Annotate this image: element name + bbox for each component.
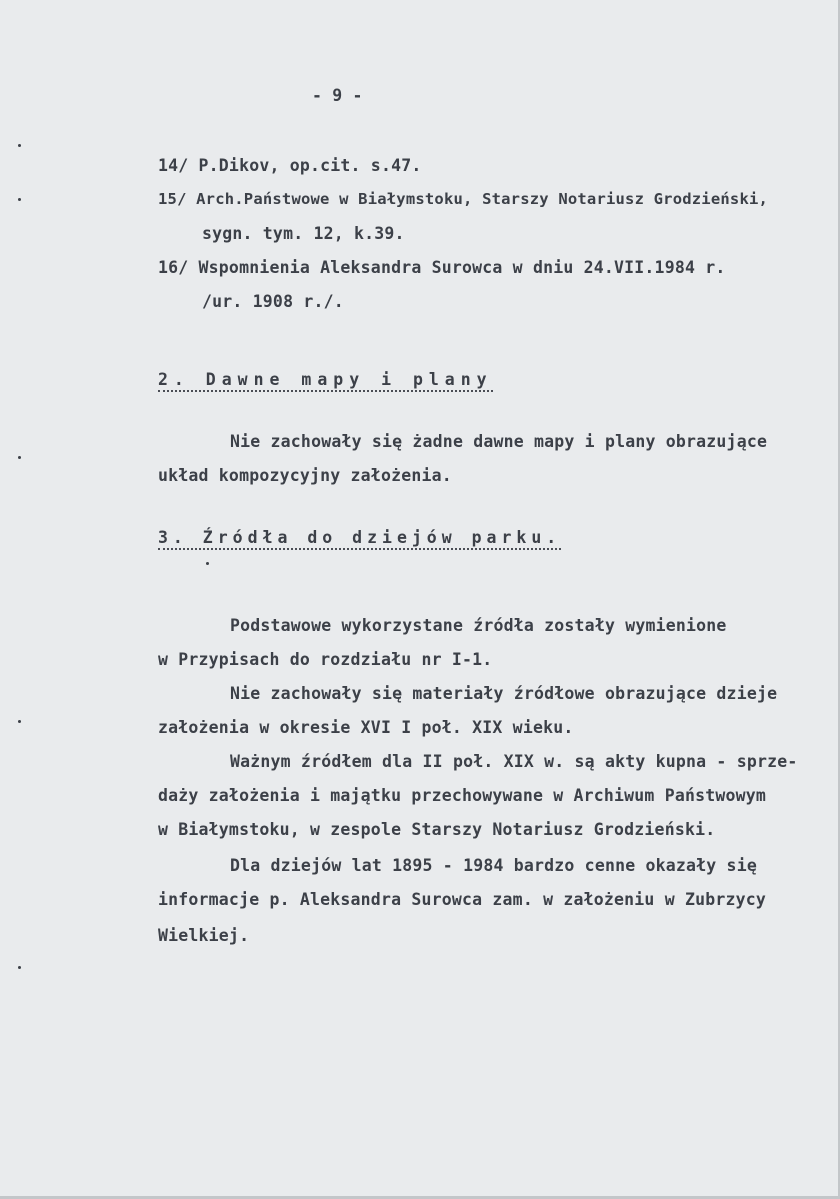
footnote-16: 16/ Wspomnienia Aleksandra Surowca w dniu 24.VII.1984 r.	[158, 258, 726, 277]
margin-mark	[18, 198, 21, 201]
margin-mark	[18, 720, 21, 723]
section-3-para-4-line-3: Wielkiej.	[158, 926, 250, 945]
section-3-heading: 3. Źródła do dziejów parku.	[158, 528, 561, 550]
section-3-para-4-line-1: Dla dziejów lat 1895 - 1984 bardzo cenne okazały się	[230, 856, 757, 875]
section-3-para-1-line-2: w Przypisach do rozdziału nr I-1.	[158, 650, 493, 669]
footnote-14: 14/ P.Dikov, op.cit. s.47.	[158, 156, 422, 175]
footnote-15: 15/ Arch.Państwowe w Białymstoku, Starszy Notariusz Grodzieński,	[158, 190, 769, 208]
section-3-para-2-line-1: Nie zachowały się materiały źródłowe obrazujące dzieje	[230, 684, 778, 703]
section-3-para-4-line-2: informacje p. Aleksandra Surowca zam. w założeniu w Zubrzycy	[158, 890, 767, 909]
margin-mark	[18, 144, 21, 147]
section-2-heading: 2. Dawne mapy i plany	[158, 370, 493, 392]
footnote-16-cont: /ur. 1908 r./.	[202, 292, 344, 311]
section-3-para-2-line-2: założenia w okresie XVI I poł. XIX wieku.	[158, 718, 574, 737]
section-3-para-3-line-1: Ważnym źródłem dla II poł. XIX w. są akty kupna - sprze-	[230, 752, 798, 771]
margin-mark	[18, 966, 21, 969]
section-2-body-line-2: układ kompozycyjny założenia.	[158, 466, 452, 485]
page-number: - 9 -	[312, 86, 363, 105]
footnote-15-cont: sygn. tym. 12, k.39.	[202, 224, 405, 243]
section-3-para-1-line-1: Podstawowe wykorzystane źródła zostały wymienione	[230, 616, 727, 635]
margin-mark	[206, 562, 209, 565]
margin-mark	[18, 456, 21, 459]
section-3-para-3-line-3: w Białymstoku, w zespole Starszy Notariusz Grodzieński.	[158, 820, 716, 839]
section-3-para-3-line-2: daży założenia i majątku przechowywane w Archiwum Państwowym	[158, 786, 767, 805]
section-2-body-line-1: Nie zachowały się żadne dawne mapy i plany obrazujące	[230, 432, 768, 451]
